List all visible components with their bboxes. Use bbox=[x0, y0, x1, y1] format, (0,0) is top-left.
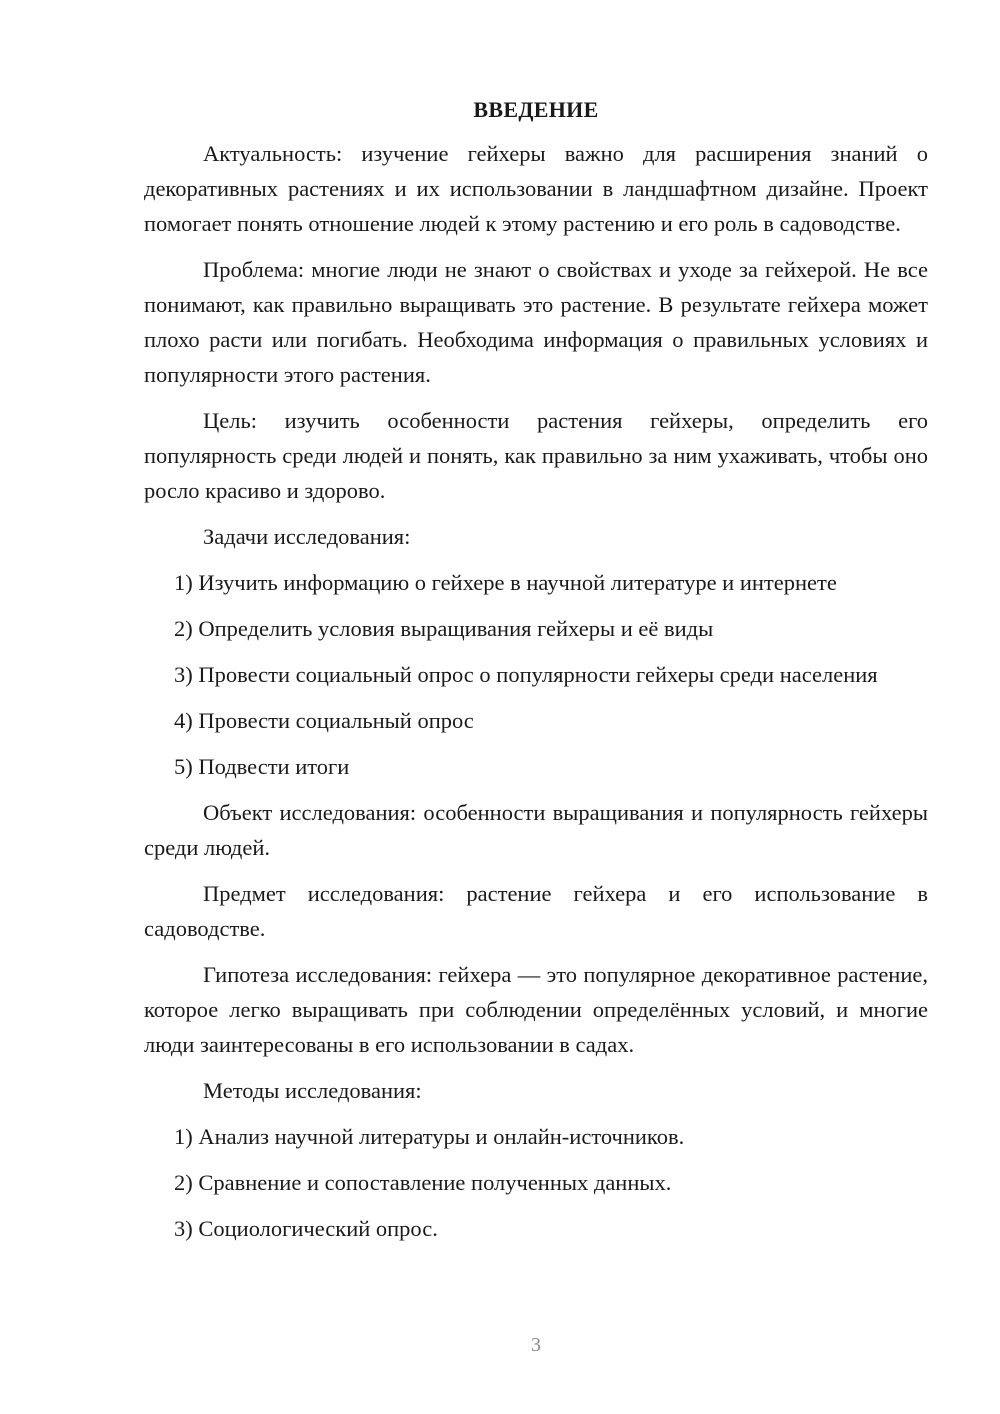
problem-paragraph: Проблема: многие люди не знают о свойствах и уходе за гейхерой. Не все понимают, как правильно выращивать это растение. В результате гейхера может плохо расти или погибать. Необходима информация о правильных условиях и популярности этого растения. bbox=[144, 257, 928, 387]
goal-paragraph: Цель: изучить особенности растения гейхеры, определить его популярность среди людей и понять, как правильно за ним ухаживать, чтобы оно росло красиво и здорово. bbox=[144, 408, 928, 503]
methods-heading: Методы исследования: bbox=[203, 1078, 422, 1103]
task-item: 4) Провести социальный опрос bbox=[174, 708, 474, 733]
task-item: 2) Определить условия выращивания гейхеры и её виды bbox=[174, 616, 714, 641]
task-item: 5) Подвести итоги bbox=[174, 754, 350, 779]
method-item: 1) Анализ научной литературы и онлайн-источников. bbox=[174, 1124, 685, 1149]
page-content bbox=[144, 95, 928, 1257]
method-item: 3) Социологический опрос. bbox=[174, 1216, 438, 1241]
hypothesis-paragraph: Гипотеза исследования: гейхера — это популярное декоративное растение, которое легко выращивать при соблюдении определённых условий, и многие люди заинтересованы в его использовании в садах. bbox=[144, 962, 928, 1057]
object-paragraph: Объект исследования: особенности выращивания и популярность гейхеры среди людей. bbox=[144, 800, 928, 860]
task-item: 3) Провести социальный опрос о популярности гейхеры среди населения bbox=[174, 662, 878, 687]
tasks-heading: Задачи исследования: bbox=[203, 524, 411, 549]
task-item: 1) Изучить информацию о гейхере в научной литературе и интернете bbox=[174, 570, 837, 595]
method-item: 2) Сравнение и сопоставление полученных данных. bbox=[174, 1170, 672, 1195]
subject-paragraph: Предмет исследования: растение гейхера и его использование в садоводстве. bbox=[144, 881, 928, 941]
page-number: 3 bbox=[531, 1334, 541, 1356]
relevance-paragraph: Актуальность: изучение гейхеры важно для расширения знаний о декоративных растениях и их использовании в ландшафтном дизайне. Проект помогает понять отношение людей к этому растению и его роль в садоводстве. bbox=[144, 141, 928, 236]
section-title: ВВЕДЕНИЕ bbox=[473, 97, 599, 122]
